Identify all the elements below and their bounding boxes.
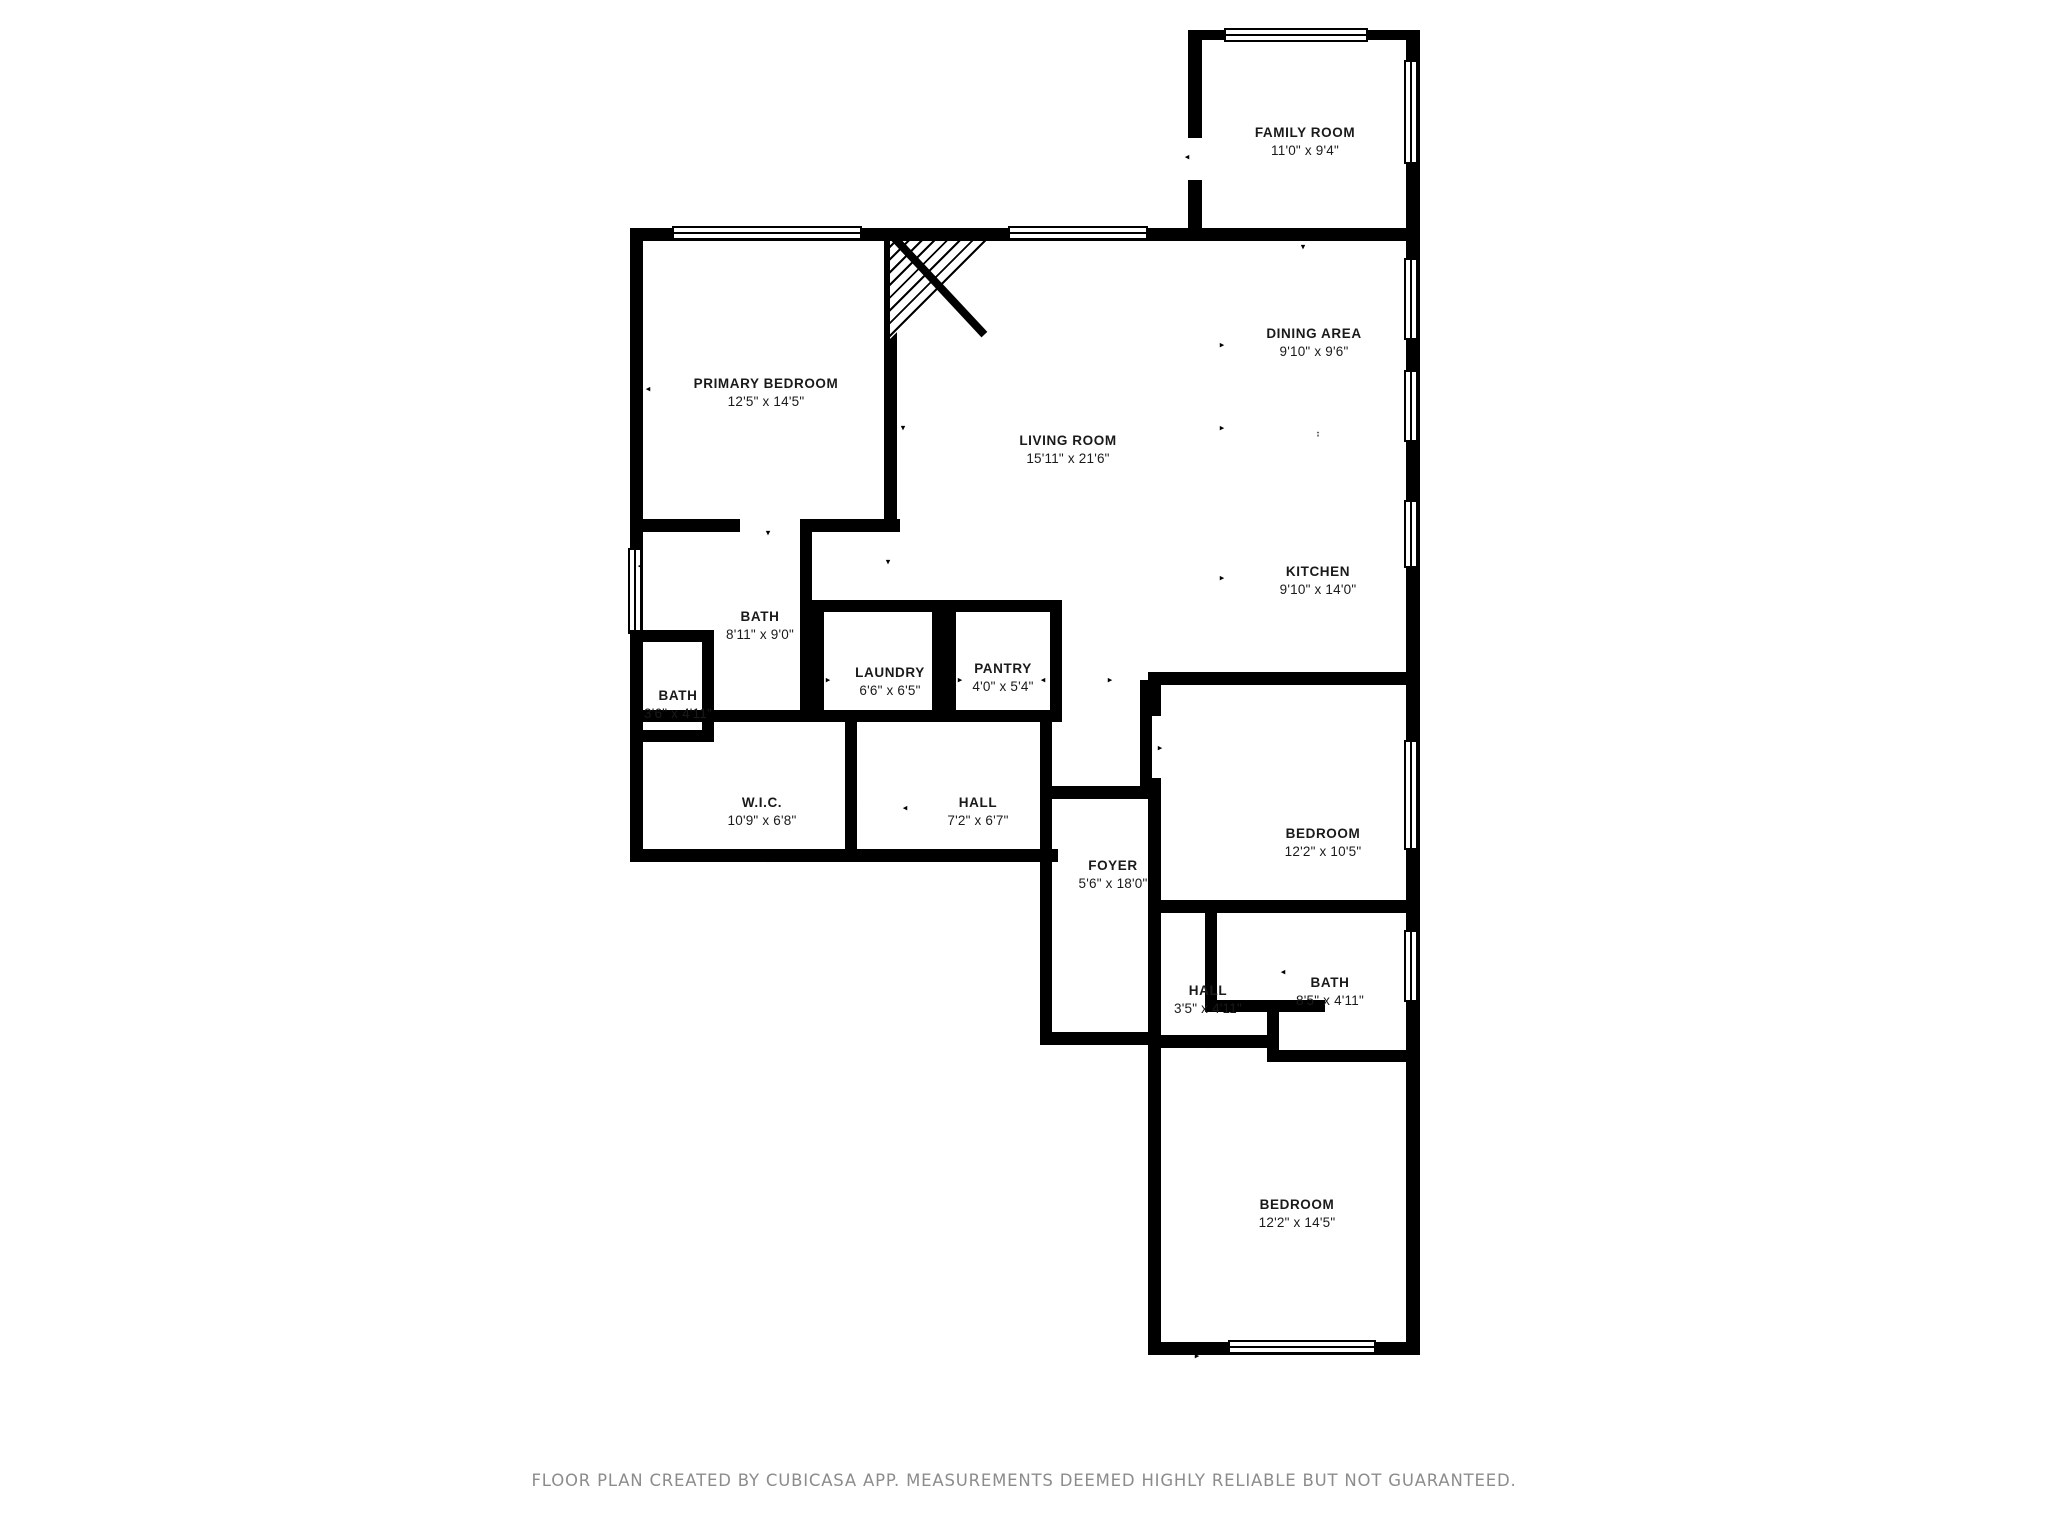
- wall-wic-right: [845, 722, 857, 862]
- room-label-bedroom-1: BEDROOM 12'2" x 10'5": [1284, 826, 1362, 859]
- wall-pantry-top: [944, 600, 1062, 612]
- door-marker-bath-small-right: ▸: [715, 712, 721, 723]
- wall-laundry-right: [932, 600, 944, 722]
- wall-bath-small-left-step: [630, 630, 643, 742]
- door-marker-wic-right: ▸: [852, 800, 858, 811]
- door-marker-bedroom2-left: ▸: [1194, 1350, 1200, 1361]
- door-marker-bath-entry: ▾: [885, 556, 891, 567]
- room-label-bath-primary: BATH 8'11" x 9'0": [726, 609, 794, 642]
- room-label-hall-main: HALL 7'2" x 6'7": [947, 795, 1009, 828]
- wall-bath2-top: [1148, 900, 1420, 913]
- window-bedroom1-right: [1404, 740, 1418, 850]
- wall-bath2-bottom2: [1267, 1050, 1420, 1062]
- wall-bath2-bottom: [1205, 1000, 1325, 1012]
- wall-pantry-left: [944, 600, 956, 722]
- room-label-foyer: FOYER 5'6" x 18'0": [1078, 858, 1148, 891]
- door-marker-kitchen-left: ▸: [1219, 572, 1225, 583]
- window-dining-right: [1404, 258, 1418, 340]
- door-marker-bath-left: ◂: [637, 560, 643, 571]
- window-kitchen-right-a: [1404, 370, 1418, 442]
- door-marker-hall-left: ◂: [902, 802, 908, 813]
- wall-bath2-left: [1205, 900, 1217, 1012]
- room-label-bath-secondary: BATH 8'5" x 4'11": [1296, 975, 1364, 1008]
- wall-primary-left: [630, 228, 643, 548]
- window-primary-top: [672, 226, 862, 240]
- door-marker-laundry-bottom: ▾: [853, 710, 859, 721]
- footer-disclaimer: FLOOR PLAN CREATED BY CUBICASA APP. MEASUREMENTS DEEMED HIGHLY RELIABLE BUT NOT GUARANTEED.: [531, 1471, 1517, 1490]
- wall-living-right-jog: [1140, 680, 1152, 798]
- wall-foyer-left: [1040, 830, 1052, 1045]
- wall-hall2-left: [1148, 900, 1161, 1048]
- wall-bath-right: [800, 519, 812, 721]
- room-label-family-room: FAMILY ROOM 11'0" x 9'4": [1254, 125, 1356, 158]
- room-label-wic: W.I.C. 10'9" x 6'8": [727, 795, 797, 828]
- door-marker-dining-a: ▸: [1219, 339, 1225, 350]
- door-marker-foyer-bottom: ◂: [1115, 1036, 1121, 1047]
- window-family-room-right: [1404, 60, 1418, 164]
- door-marker-laundry-left: ▸: [825, 674, 831, 685]
- wall-pantry-right: [1050, 600, 1062, 722]
- door-marker-pantry-right: ◂: [1040, 674, 1046, 685]
- wall-opening-family-left: [1188, 138, 1202, 180]
- window-kitchen-right-b: [1404, 500, 1418, 568]
- door-marker-living-kitchen: ▸: [1107, 674, 1113, 685]
- wall-laundry-top: [812, 600, 944, 612]
- wall-hall2-bottom: [1148, 1035, 1278, 1048]
- wall-pantry-bottom: [944, 710, 1062, 722]
- wall-laundry-bottom: [812, 710, 944, 722]
- door-marker-pantry-left: ▸: [957, 674, 963, 685]
- door-marker-wic-bottom: ▾: [765, 854, 771, 865]
- door-marker-living-b: ↕: [1315, 428, 1321, 439]
- room-label-kitchen: KITCHEN 9'10" x 14'0": [1279, 564, 1357, 597]
- wall-foyer-exterior-bottom: [1052, 1032, 1152, 1045]
- window-family-room-top: [1224, 28, 1368, 42]
- window-bath2-right: [1404, 930, 1418, 1002]
- wall-hall-bottom: [888, 849, 1058, 862]
- door-marker-bath2-left: ◂: [1280, 966, 1286, 977]
- room-label-hall-secondary: HALL 3'5" x 4'11": [1174, 983, 1242, 1016]
- door-marker-family-left: ◂: [1184, 151, 1190, 162]
- room-label-pantry: PANTRY 4'0" x 5'4": [972, 661, 1034, 694]
- door-marker-bedroom1-bottom: ▾: [1205, 940, 1211, 951]
- room-label-primary-bedroom: PRIMARY BEDROOM 12'5" x 14'5": [693, 376, 839, 409]
- door-marker-primary-bottom: ▾: [765, 527, 771, 538]
- door-marker-hall2-bottom: ▾: [1205, 1040, 1211, 1051]
- room-label-laundry: LAUNDRY 6'6" x 6'5": [855, 665, 925, 698]
- wall-dining-top-right: [1202, 228, 1420, 241]
- wall-bath-small-right: [702, 630, 714, 742]
- door-marker-family-bottom: ▾: [1300, 241, 1306, 252]
- door-marker-living-a: ▸: [1219, 422, 1225, 433]
- wall-foyer-right-upper: [1040, 722, 1052, 794]
- door-marker-primary-left: ◂: [645, 383, 651, 394]
- room-label-dining-area: DINING AREA 9'10" x 9'6": [1266, 326, 1362, 359]
- room-label-bedroom-2: BEDROOM 12'2" x 14'5": [1258, 1197, 1336, 1230]
- wall-bedroom2-left: [1148, 1035, 1161, 1355]
- door-marker-hall-right: ◂: [1042, 802, 1048, 813]
- wall-living-bottom-jog: [1052, 786, 1152, 799]
- wall-bath-bottom: [643, 710, 813, 722]
- room-label-bath-hall: BATH 3'6" x 4'11": [644, 688, 712, 721]
- window-living-top: [1008, 226, 1148, 240]
- wall-bedroom2-right: [1406, 1050, 1420, 1355]
- wall-laundry-left: [812, 600, 824, 722]
- door-marker-primary-right: ▾: [900, 422, 906, 433]
- window-bedroom2-bottom: [1228, 1340, 1376, 1354]
- wall-opening-primary-bottom: [740, 519, 802, 532]
- wall-family-room-left: [1188, 30, 1202, 138]
- room-label-living-room: LIVING ROOM 15'11" x 21'6": [1019, 433, 1117, 466]
- door-marker-bedroom1-door: ▸: [1157, 742, 1163, 753]
